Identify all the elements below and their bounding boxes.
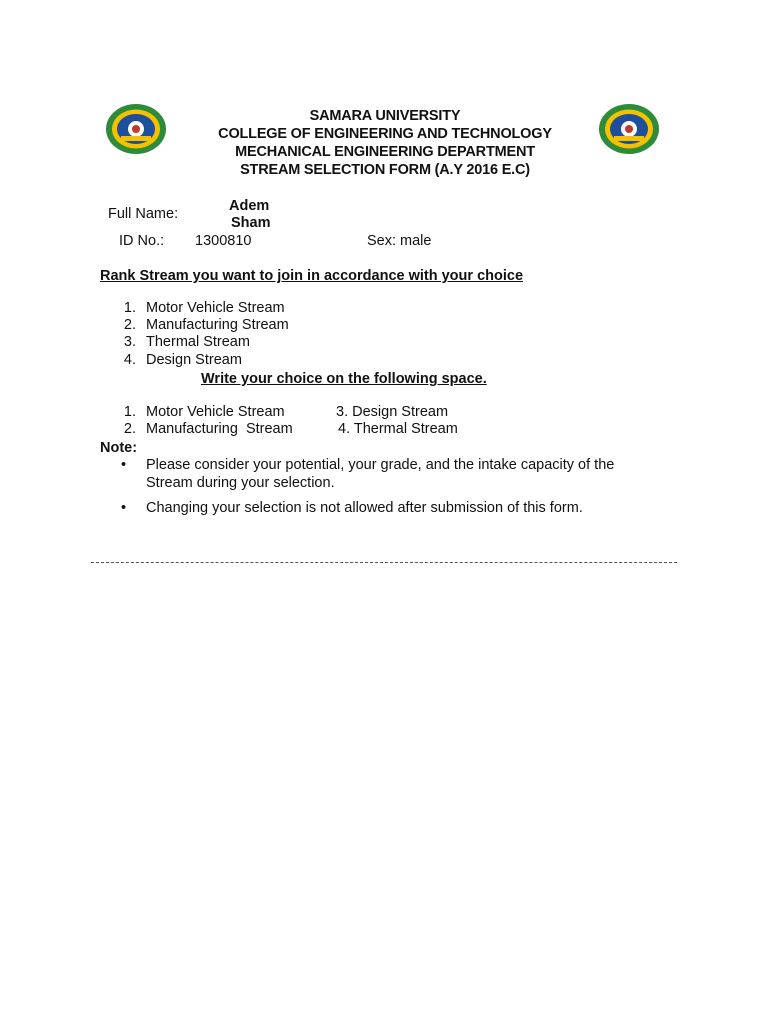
list-item: 1. Motor Vehicle Stream <box>123 300 285 316</box>
first-name-value: Adem <box>229 198 270 214</box>
choice-heading: Write your choice on the following space. <box>201 371 487 387</box>
rank-heading: Rank Stream you want to join in accordance with your choice <box>100 268 524 284</box>
note-bullet-1: • Please consider your potential, your grade, and the intake capacity of the Stream during your selection. <box>121 457 615 491</box>
last-name-value: Sham <box>231 215 271 231</box>
bullet-icon: • <box>121 457 127 473</box>
university-logo-left <box>105 103 167 155</box>
note-label: Note: <box>100 440 138 456</box>
stream-list <box>113 300 289 369</box>
full-name-label: Full Name: <box>108 206 179 222</box>
note-bullet-2: • Changing your selection is not allowed after submission of this form. <box>121 500 583 516</box>
form-title: STREAM SELECTION FORM (A.Y 2016 E.C) <box>240 162 530 178</box>
department-name: MECHANICAL ENGINEERING DEPARTMENT <box>235 144 535 160</box>
choice-4: 4. Thermal Stream <box>338 421 458 437</box>
id-label: ID No.: <box>119 233 165 249</box>
university-logo-right <box>598 103 660 155</box>
bullet-icon: • <box>121 500 127 516</box>
sex-value: Sex: male <box>367 233 432 249</box>
list-item: 4. Design Stream <box>123 351 242 368</box>
choice-1: 1. Motor Vehicle Stream <box>123 404 285 420</box>
university-name: SAMARA UNIVERSITY <box>309 108 461 124</box>
id-value: 1300810 <box>195 233 252 249</box>
list-item: 3. Thermal Stream <box>123 334 250 351</box>
list-item: 2. Manufacturing Stream <box>123 317 289 334</box>
college-name: COLLEGE OF ENGINEERING AND TECHNOLOGY <box>218 126 552 142</box>
divider-line <box>91 562 677 563</box>
choice-2: 2. Manufacturing Stream <box>123 421 293 437</box>
choice-3: 3. Design Stream <box>336 404 449 420</box>
form-header <box>190 107 580 179</box>
